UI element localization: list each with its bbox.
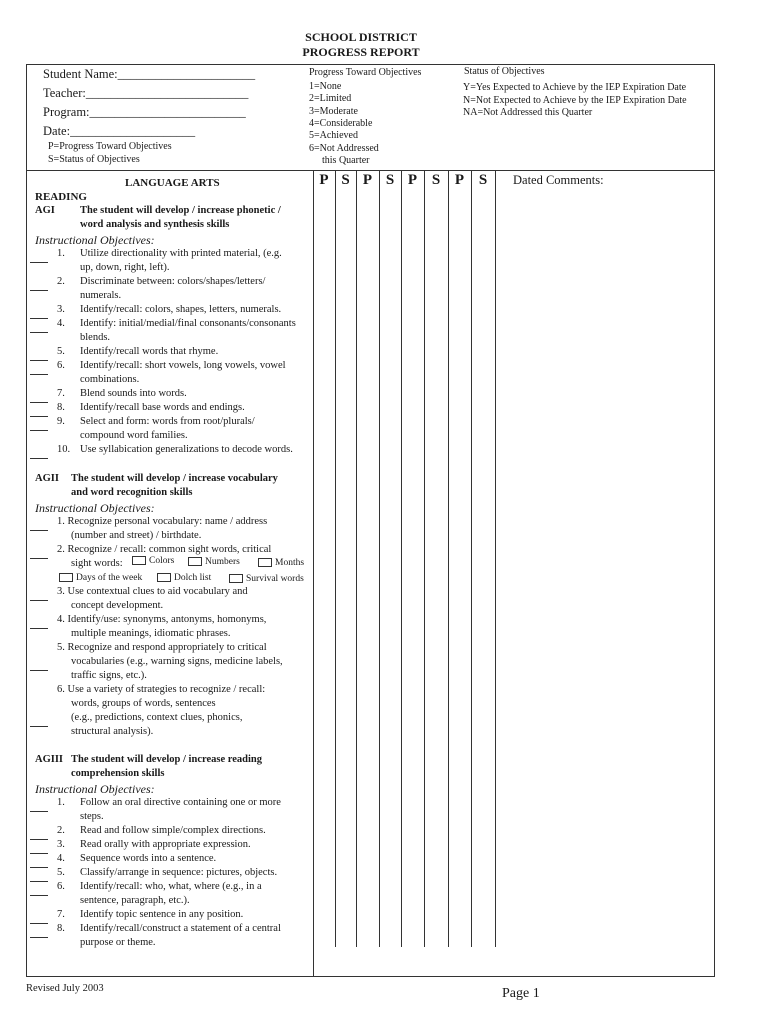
agiii-objective-text: Identify topic sentence in any position. [80, 909, 244, 920]
colors-option[interactable] [132, 556, 174, 566]
key-p: P=Progress Toward Objectives [48, 141, 172, 152]
agi-goal-line2: word analysis and synthesis skills [80, 219, 230, 230]
agii-6d: structural analysis). [71, 726, 154, 737]
survival-checkbox[interactable] [229, 574, 243, 583]
agiii-objective-blank[interactable] [30, 937, 48, 938]
agi-objective-text: combinations. [80, 374, 140, 385]
agiii-objective-blank[interactable] [30, 867, 48, 868]
agiii-objective-blank[interactable] [30, 923, 48, 924]
agi-objective-text: Use syllabication generalizations to decode words. [80, 444, 293, 455]
agi-objective-text: Utilize directionality with printed material, (e.g. [80, 248, 282, 259]
progress-key-title: Progress Toward Objectives [309, 67, 422, 78]
district-title: SCHOOL DISTRICT [305, 30, 417, 44]
dolch-label: Dolch list [174, 573, 212, 583]
survival-option[interactable] [229, 574, 304, 584]
numbers-label: Numbers [205, 557, 240, 567]
grid-col-p-3[interactable]: P [407, 172, 418, 188]
dolch-option[interactable] [157, 573, 211, 583]
agi-objective-number: 2. [57, 276, 65, 287]
agi-objective-text: blends. [80, 332, 111, 343]
agiii-objective-number: 1. [57, 797, 65, 808]
agii-5-blank[interactable] [30, 670, 48, 671]
student-name-field[interactable]: Student Name:______________________ [43, 67, 256, 81]
agi-objective-number: 8. [57, 402, 65, 413]
agii-4: 4. Identify/use: synonyms, antonyms, homonyms, [57, 614, 267, 625]
report-title: PROGRESS REPORT [302, 45, 420, 59]
grid-line [313, 171, 314, 976]
agi-objective-text: Identify/recall: short vowels, long vowels, vowel [80, 360, 286, 371]
agi-objective-blank[interactable] [30, 332, 48, 333]
agiii-objective-number: 5. [57, 867, 65, 878]
status-key-na: NA=Not Addressed this Quarter [463, 107, 593, 118]
reading-heading: READING [35, 191, 87, 203]
agi-objective-blank[interactable] [30, 290, 48, 291]
agi-objective-number: 6. [57, 360, 65, 371]
status-key-y: Y=Yes Expected to Achieve by the IEP Expiration Date [463, 82, 687, 93]
agiii-goal-line2: comprehension skills [71, 768, 165, 779]
days-option[interactable] [59, 573, 142, 583]
numbers-checkbox[interactable] [188, 557, 202, 566]
progress-key-item: 3=Moderate [309, 106, 358, 117]
agiii-objective-number: 8. [57, 923, 65, 934]
dated-comments-label: Dated Comments: [513, 173, 604, 187]
agii-3-blank[interactable] [30, 600, 48, 601]
agi-objective-blank[interactable] [30, 430, 48, 431]
colors-label: Colors [149, 556, 175, 566]
agiii-objective-text: Classify/arrange in sequence: pictures, objects. [80, 867, 278, 878]
agi-objective-blank[interactable] [30, 360, 48, 361]
agiii-objective-text: steps. [80, 811, 104, 822]
progress-key-item: 6=Not Addressed [309, 143, 379, 154]
grid-col-p-4[interactable]: P [454, 172, 465, 188]
grid-col-s-1[interactable]: S [341, 172, 350, 188]
grid-col-p-1[interactable]: P [319, 172, 329, 188]
agi-objective-number: 1. [57, 248, 65, 259]
section-title: LANGUAGE ARTS [125, 177, 220, 189]
months-label: Months [275, 558, 305, 568]
status-key-title: Status of Objectives [464, 66, 545, 77]
page-number: Page 1 [502, 986, 540, 1001]
agiii-objective-text: sentence, paragraph, etc.). [80, 895, 190, 906]
agii-4-blank[interactable] [30, 628, 48, 629]
agiii-objective-blank[interactable] [30, 895, 48, 896]
agiii-objective-blank[interactable] [30, 839, 48, 840]
agii-objectives-heading: Instructional Objectives: [35, 501, 155, 515]
agiii-objective-number: 2. [57, 825, 65, 836]
grid-col-s-4[interactable]: S [478, 172, 488, 188]
agi-objective-text: Identify/recall: colors, shapes, letters, numerals. [80, 304, 282, 315]
agii-5c: traffic signs, etc.). [71, 670, 147, 681]
agi-code: AGI [35, 205, 55, 216]
grid-line [356, 171, 357, 947]
grid-line [495, 171, 496, 947]
program-field[interactable]: Program:_________________________ [43, 105, 246, 119]
grid-line [379, 171, 380, 947]
agii-6: 6. Use a variety of strategies to recognize / recall: [57, 684, 266, 695]
agii-6b: words, groups of words, sentences [71, 698, 216, 709]
months-checkbox[interactable] [258, 558, 272, 567]
agi-objective-text: compound word families. [80, 430, 188, 441]
agiii-objective-text: Sequence words into a sentence. [80, 853, 217, 864]
date-field[interactable]: Date:____________________ [43, 124, 196, 138]
agi-objective-blank[interactable] [30, 318, 48, 319]
days-label: Days of the week [76, 573, 143, 583]
agi-objective-text: Blend sounds into words. [80, 388, 187, 399]
agii-2-blank[interactable] [30, 558, 48, 559]
grid-line [401, 171, 402, 947]
colors-checkbox[interactable] [132, 556, 146, 565]
agi-objective-number: 9. [57, 416, 65, 427]
agi-objective-blank[interactable] [30, 374, 48, 375]
agiii-objective-number: 6. [57, 881, 65, 892]
agi-objective-text: Identify/recall base words and endings. [80, 402, 245, 413]
agiii-objective-text: Read and follow simple/complex directions. [80, 825, 266, 836]
agi-objective-number: 10. [57, 444, 71, 455]
agii-goal-line1: The student will develop / increase vocabulary [71, 473, 278, 484]
agi-objective-text: numerals. [80, 290, 122, 301]
agi-objective-number: 5. [57, 346, 65, 357]
agiii-objective-blank[interactable] [30, 881, 48, 882]
header-divider [26, 170, 715, 171]
agiii-objective-text: purpose or theme. [80, 937, 156, 948]
agiii-code: AGIII [35, 754, 64, 765]
grid-line [448, 171, 449, 947]
agi-objective-text: Identify/recall words that rhyme. [80, 346, 219, 357]
agii-1-blank[interactable] [30, 530, 48, 531]
grid-line [424, 171, 425, 947]
agiii-objective-text: Identify/recall/construct a statement of a central [80, 923, 281, 934]
agi-objective-blank[interactable] [30, 262, 48, 263]
months-option[interactable] [258, 558, 304, 568]
agii-2b: sight words: [71, 558, 123, 569]
progress-key-item: this Quarter [322, 155, 370, 166]
agii-6-blank[interactable] [30, 726, 48, 727]
teacher-field[interactable]: Teacher:__________________________ [43, 86, 249, 100]
agii-4b: multiple meanings, idiomatic phrases. [71, 628, 231, 639]
key-s: S=Status of Objectives [48, 154, 140, 165]
agiii-objective-number: 7. [57, 909, 65, 920]
progress-key-item: 1=None [309, 81, 342, 92]
agii-3b: concept development. [71, 600, 164, 611]
agii-goal-line2: and word recognition skills [71, 487, 193, 498]
revised-date: Revised July 2003 [26, 983, 104, 994]
agiii-objective-text: Follow an oral directive containing one or more [80, 797, 281, 808]
grid-col-p-2[interactable]: P [362, 172, 373, 188]
agi-objective-blank[interactable] [30, 458, 48, 459]
agi-objective-text: Identify: initial/medial/final consonants/consonants [80, 318, 296, 329]
agi-objective-number: 3. [57, 304, 65, 315]
agii-code: AGII [35, 473, 59, 484]
agii-6c: (e.g., predictions, context clues, phonics, [71, 712, 243, 723]
survival-label: Survival words [246, 574, 304, 584]
agi-objectives-heading: Instructional Objectives: [35, 233, 155, 247]
progress-key-item: 4=Considerable [309, 118, 373, 129]
progress-key-item: 2=Limited [309, 93, 352, 104]
agii-2: 2. Recognize / recall: common sight words, critical [57, 544, 272, 555]
grid-col-s-2[interactable]: S [385, 172, 395, 188]
agii-1b: (number and street) / birthdate. [71, 530, 202, 541]
grid-col-s-3[interactable]: S [431, 172, 441, 188]
agiii-objective-blank[interactable] [30, 853, 48, 854]
agi-objective-number: 7. [57, 388, 65, 399]
agii-1: 1. Recognize personal vocabulary: name / address [57, 516, 268, 527]
agiii-objective-blank[interactable] [30, 811, 48, 812]
agi-goal-line1: The student will develop / increase phonetic / [80, 205, 281, 216]
agi-objective-text: Discriminate between: colors/shapes/letters/ [80, 276, 266, 287]
days-checkbox[interactable] [59, 573, 73, 582]
agiii-objective-number: 4. [57, 853, 65, 864]
agi-objective-text: up, down, right, left). [80, 262, 170, 273]
agii-5: 5. Recognize and respond appropriately to critical [57, 642, 267, 653]
agii-5b: vocabularies (e.g., warning signs, medicine labels, [71, 656, 283, 667]
dolch-checkbox[interactable] [157, 573, 171, 582]
agi-objective-blank[interactable] [30, 402, 48, 403]
agi-objective-blank[interactable] [30, 416, 48, 417]
progress-key-item: 5=Achieved [309, 130, 358, 141]
agiii-objective-text: Identify/recall: who, what, where (e.g., in a [80, 881, 262, 892]
agiii-objectives-heading: Instructional Objectives: [35, 782, 155, 796]
grid-line [335, 171, 336, 947]
agi-objective-text: Select and form: words from root/plurals/ [80, 416, 255, 427]
agiii-goal-line1: The student will develop / increase reading [71, 754, 262, 765]
agii-3: 3. Use contextual clues to aid vocabulary and [57, 586, 248, 597]
grid-line [471, 171, 472, 947]
agiii-objective-text: Read orally with appropriate expression. [80, 839, 251, 850]
numbers-option[interactable] [188, 557, 240, 567]
agi-objective-number: 4. [57, 318, 65, 329]
status-key-n: N=Not Expected to Achieve by the IEP Expiration Date [463, 95, 687, 106]
agiii-objective-number: 3. [57, 839, 65, 850]
